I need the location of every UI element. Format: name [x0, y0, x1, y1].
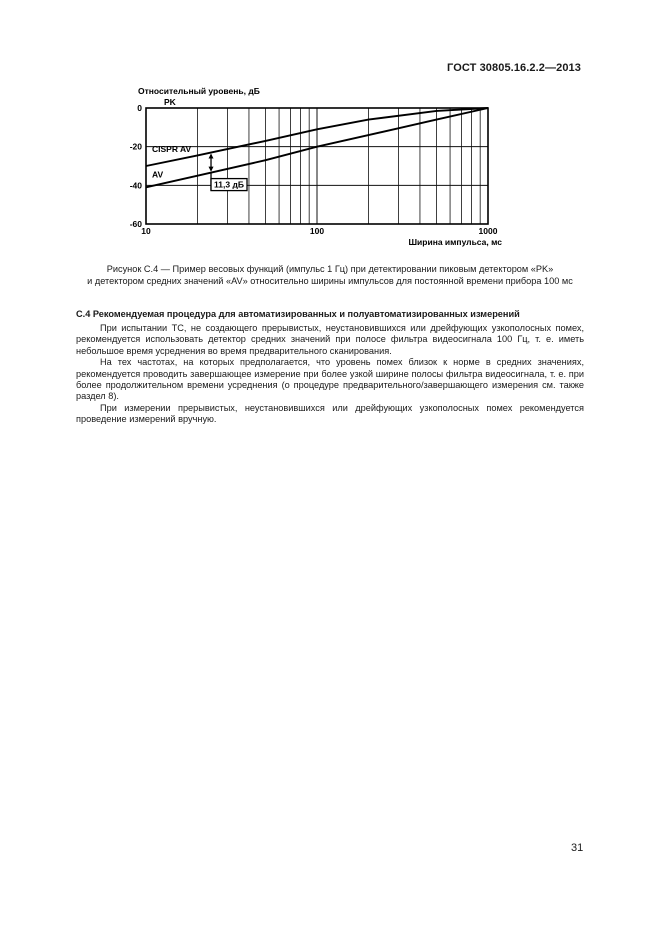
- series-label: AV: [152, 169, 164, 180]
- section-title: С.4 Рекомендуемая процедура для автоматизированных и полуавтоматизированных измерений: [76, 309, 520, 319]
- annotation-arrowhead: [209, 153, 214, 158]
- y-tick-label: 0: [137, 103, 142, 113]
- annotation-label: 11,3 дБ: [214, 179, 244, 190]
- y-tick-label: -60: [129, 219, 142, 229]
- x-axis-label: Ширина импульса, мс: [408, 237, 502, 247]
- caption-line-2: и детектором средних значений «AV» относительно ширины импульсов для постоянной времени прибора 100 мс: [87, 276, 573, 286]
- weighting-function-chart: [100, 82, 520, 252]
- annotation-arrowhead: [209, 167, 214, 172]
- y-tick-label: -40: [129, 180, 142, 191]
- x-tick-label: 100: [309, 226, 325, 236]
- y-tick-label: -20: [129, 141, 142, 152]
- reference-label: PK: [164, 97, 176, 107]
- paragraph: При испытании ТС, не создающего прерывистых, неустановившихся или дрейфующих узкополосных помех, рекомендуется использовать детектор средних значений при полосе фильтра видеосигнала 100 Гц, т. е. иметь небольшое время усреднения во время предварительного сканирования.: [76, 323, 584, 356]
- paragraph: На тех частотах, на которых предполагается, что уровень помех близок к норме в средних значениях, рекомендуется проводить завершающее измерение при более узкой ширине полосы фильтра видеосигнала, т. е. при более продолжительном времени усреднения (о процедуре предварительного/завершающего измерения см. также раздел 8).: [76, 357, 584, 402]
- caption-line-1: Рисунок С.4 — Пример весовых функций (импульс 1 Гц) при детектировании пиковым детектором «PK»: [106, 264, 554, 274]
- document-code: ГОСТ 30805.16.2.2—2013: [447, 62, 581, 74]
- x-tick-label: 1000: [478, 226, 498, 236]
- figure-caption: [40, 263, 620, 287]
- chart-grid: [130, 103, 498, 236]
- x-tick-label: 10: [141, 226, 151, 236]
- section-body: [76, 323, 584, 426]
- paragraph: При измерении прерывистых, неустановившихся или дрейфующих узкополосных помех рекомендуется проведение измерений вручную.: [76, 402, 584, 425]
- y-axis-label: Относительный уровень, дБ: [138, 86, 260, 96]
- series-label: CISPR AV: [152, 144, 192, 154]
- page-number: 31: [571, 842, 584, 854]
